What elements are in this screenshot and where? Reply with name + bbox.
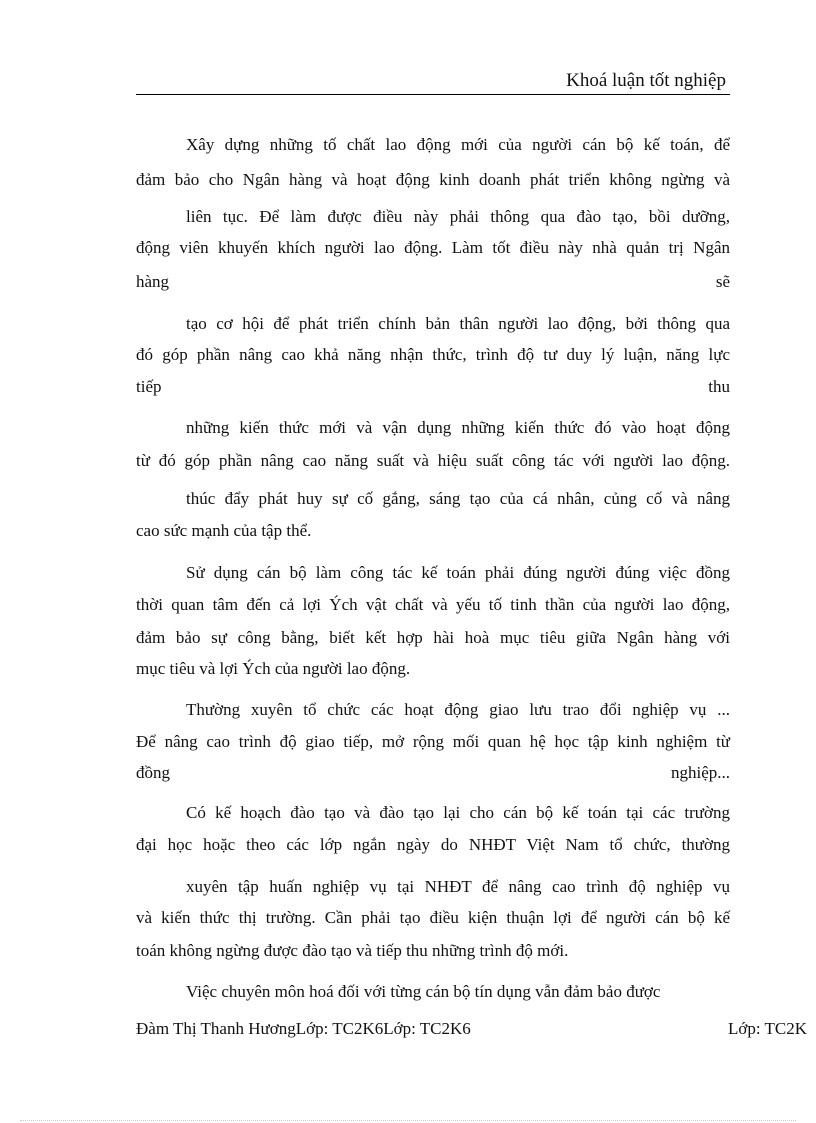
body-line: đảm bảo sự công bằng, biết kết hợp hài hoà mục tiêu giữa Ngân hàng với (136, 628, 730, 647)
body-line: động viên khuyến khích người lao động. Làm tốt điều này nhà quản trị Ngân (136, 238, 730, 257)
body-line: mục tiêu và lợi Ých của người lao động. (136, 659, 411, 678)
body-line: thúc đẩy phát huy sự cố gắng, sáng tạo của cá nhân, củng cố và nâng (186, 489, 730, 508)
body-line: Thường xuyên tổ chức các hoạt động giao lưu trao đổi nghiệp vụ ... (186, 700, 730, 719)
body-line: những kiến thức mới và vận dụng những kiến thức đó vào hoạt động (186, 418, 730, 437)
body-line: đó góp phần nâng cao khả năng nhận thức, trình độ tư duy lý luận, năng lực (136, 345, 730, 364)
footer-left: Đàm Thị Thanh HươngLớp: TC2K6Lớp: TC2K6 (136, 1019, 471, 1038)
body-line: từ đó góp phần nâng cao năng suất và hiệu suất công tác với người lao động. (136, 451, 730, 470)
body-line: Xây dựng những tố chất lao động mới của người cán bộ kế toán, để (186, 135, 730, 154)
body-line: và kiến thức thị trường. Cần phải tạo điều kiện thuận lợi để người cán bộ kế (136, 908, 730, 927)
body-line: Việc chuyên môn hoá đối với từng cán bộ tín dụng vẫn đảm bảo được (186, 982, 661, 1001)
page-header (136, 68, 730, 95)
body-line: liên tục. Để làm được điều này phải thông qua đào tạo, bồi dưỡng, (186, 207, 730, 226)
body-line: Sử dụng cán bộ làm công tác kế toán phải đúng người đúng việc đồng (186, 563, 730, 582)
body-line: đảm bảo cho Ngân hàng và hoạt động kinh doanh phát triển không ngừng và (136, 170, 730, 189)
body-line: tạo cơ hội để phát triển chính bản thân người lao động, bởi thông qua (186, 314, 730, 333)
body-line: Để nâng cao trình độ giao tiếp, mở rộng mối quan hệ học tập kinh nghiệm từ (136, 732, 730, 751)
header-title: Khoá luận tốt nghiệp (566, 70, 726, 91)
body-line: hàng sẽ (136, 272, 730, 291)
page-bottom-divider (20, 1120, 796, 1121)
body-line: thời quan tâm đến cả lợi Ých vật chất và yếu tố tinh thần của người lao động, (136, 595, 730, 614)
body-line: tiếp thu (136, 377, 730, 396)
body-line: xuyên tập huấn nghiệp vụ tại NHĐT để nâng cao trình độ nghiệp vụ (186, 877, 730, 896)
body-line: đại học hoặc theo các lớp ngắn ngày do NHĐT Việt Nam tổ chức, thường (136, 835, 730, 854)
body-line: đồng nghiệp... (136, 763, 730, 782)
body-line: Có kế hoạch đào tạo và đào tạo lại cho cán bộ kế toán tại các trường (186, 803, 730, 822)
body-line: cao sức mạnh của tập thể. (136, 521, 312, 540)
footer-right: Lớp: TC2K (728, 1019, 808, 1038)
body-line: toán không ngừng được đào tạo và tiếp thu những trình độ mới. (136, 941, 569, 960)
